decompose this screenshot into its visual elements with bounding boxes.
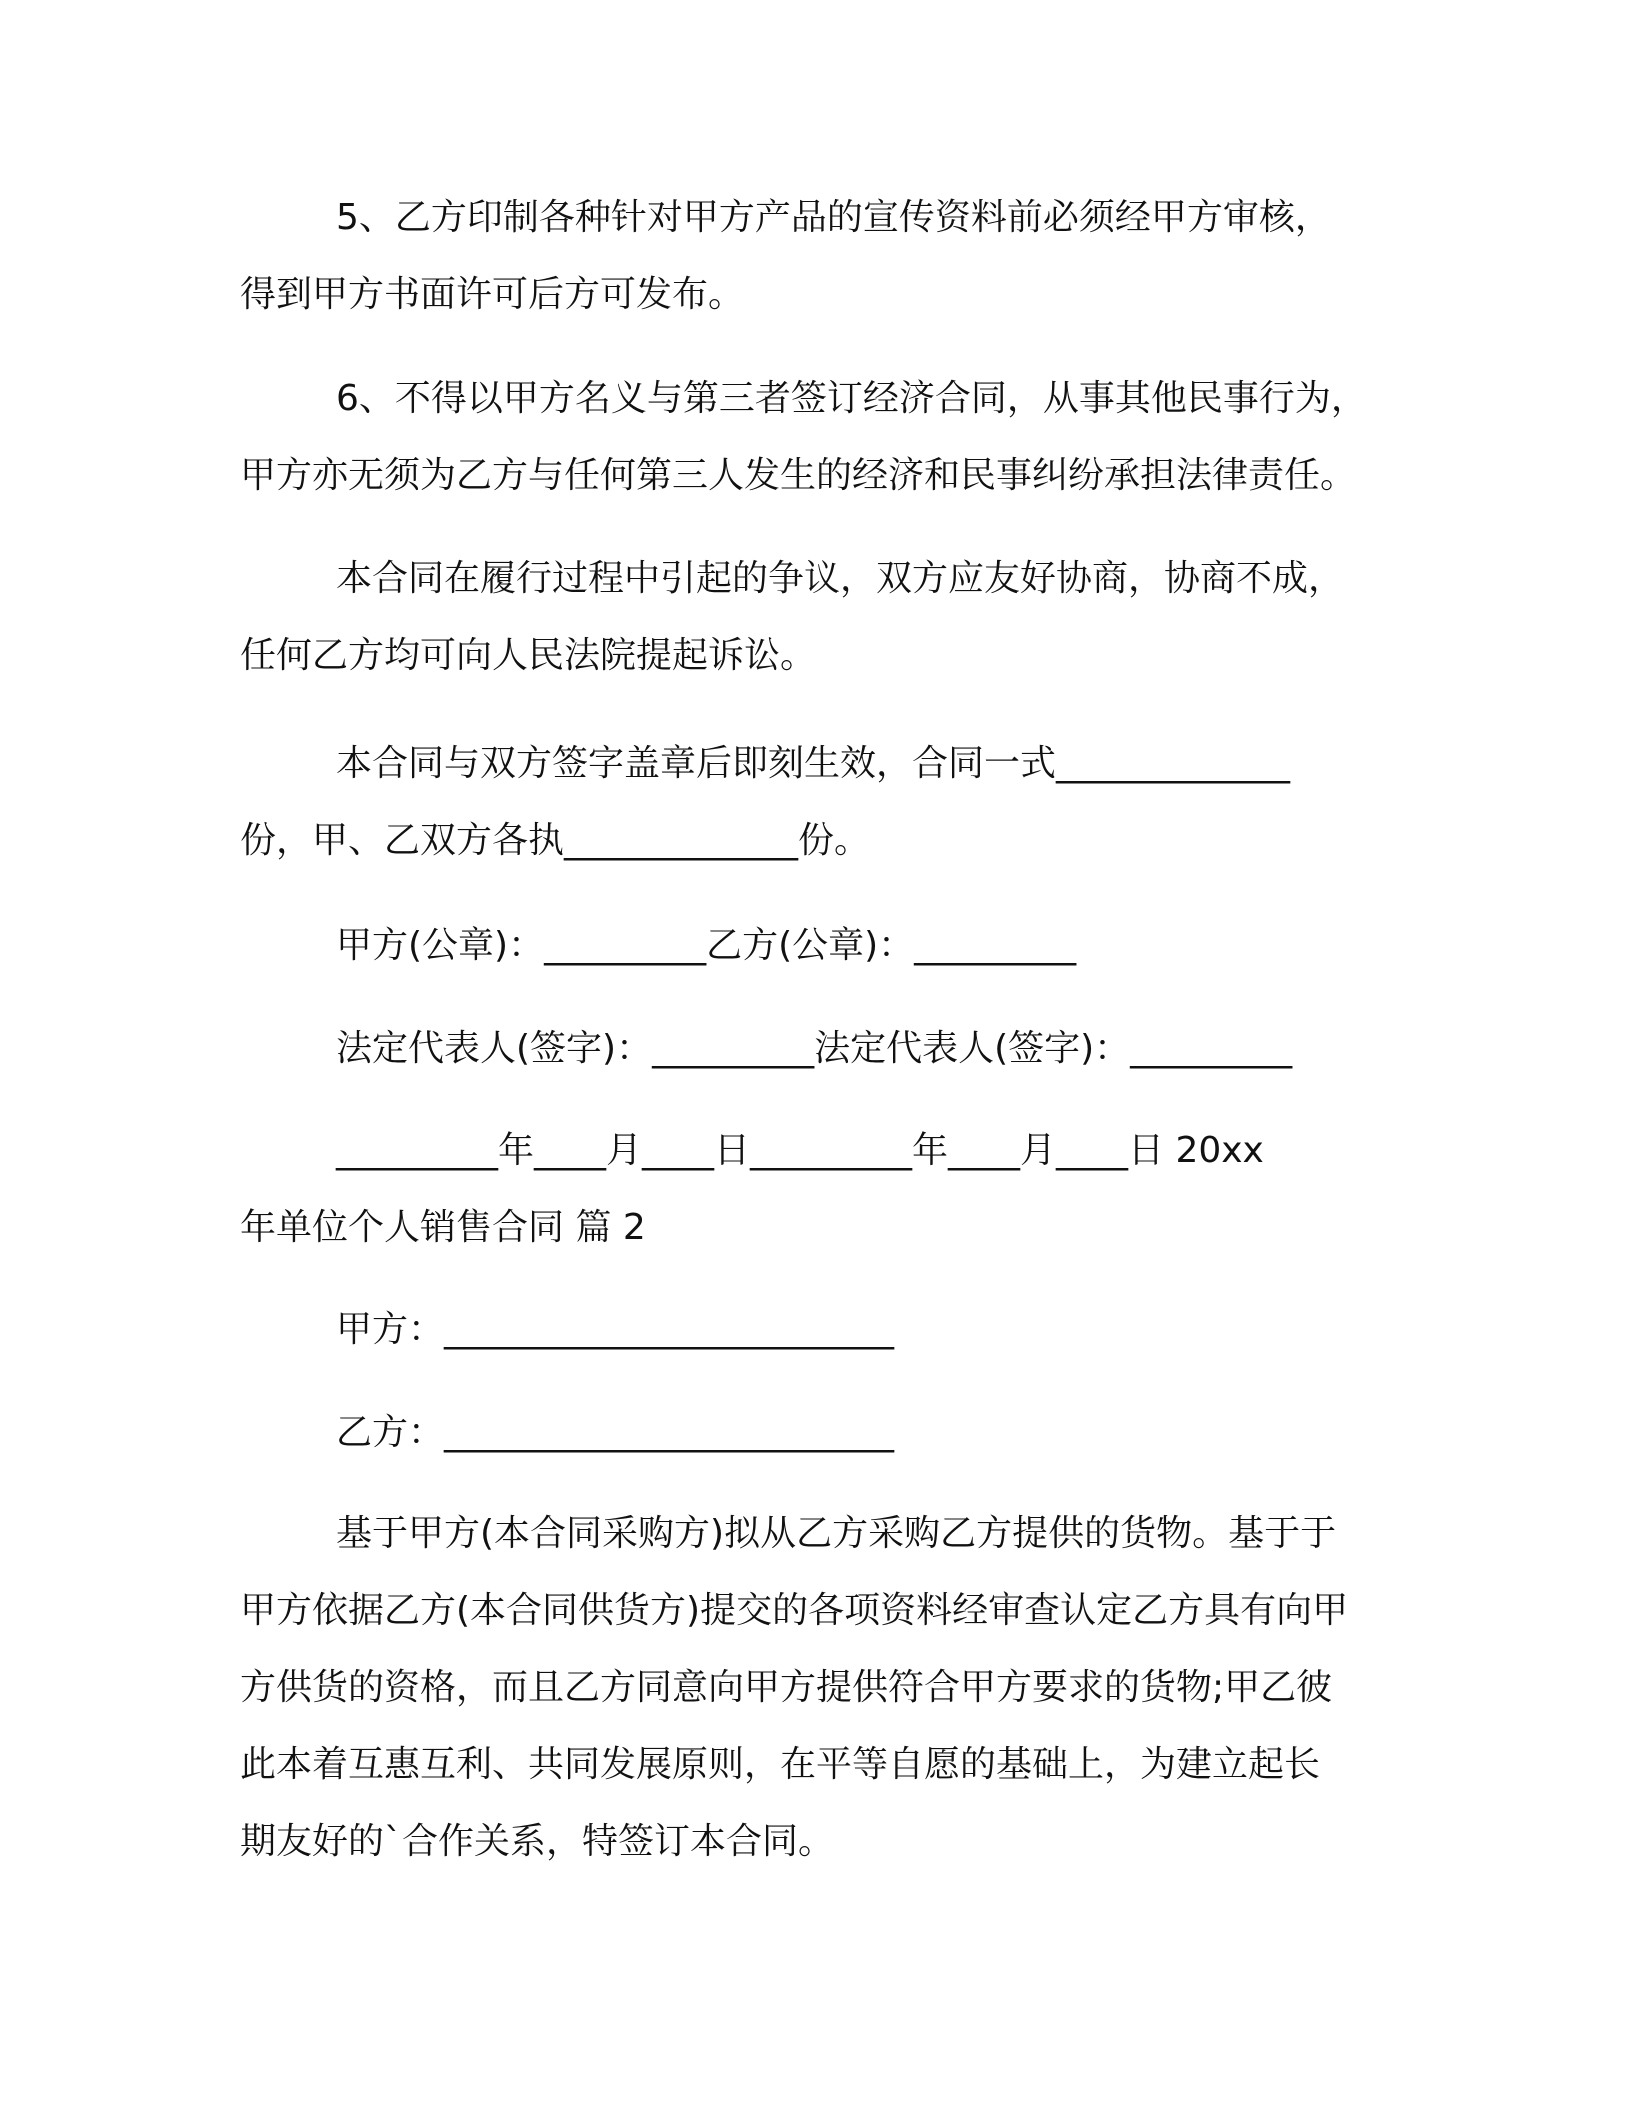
clause-5 xyxy=(240,179,1390,333)
text-line: 甲方依据乙方(本合同供货方)提交的各项资料经审查认定乙方具有向甲 xyxy=(240,1590,1349,1631)
text-line: 乙方：_________________________ xyxy=(336,1412,895,1453)
text-line: 6、不得以甲方名义与第三者签订经济合同，从事其他民事行为， xyxy=(336,378,1367,419)
seal-line xyxy=(240,907,1390,984)
clause-6 xyxy=(240,360,1390,514)
text-line: 任何乙方均可向人民法院提起诉讼。 xyxy=(240,635,817,676)
text-line: 法定代表人(签字)：_________法定代表人(签字)：_________ xyxy=(336,1028,1293,1069)
text-line: 甲方：_________________________ xyxy=(336,1309,895,1350)
party-b-line xyxy=(240,1394,1390,1471)
effective-clause xyxy=(240,725,1390,879)
text-line: 此本着互惠互利、共同发展原则，在平等自愿的基础上，为建立起长 xyxy=(240,1744,1321,1785)
preamble-paragraph xyxy=(240,1495,1390,1880)
dispute-clause xyxy=(240,540,1390,694)
text-line: 甲方亦无须为乙方与任何第三人发生的经济和民事纠纷承担法律责任。 xyxy=(240,455,1357,496)
text-line: 方供货的资格，而且乙方同意向甲方提供符合甲方要求的货物;甲乙彼 xyxy=(240,1667,1333,1708)
text-line: 甲方(公章)：_________乙方(公章)：_________ xyxy=(336,925,1077,966)
text-line: 本合同在履行过程中引起的争议，双方应友好协商，协商不成， xyxy=(336,558,1345,599)
date-and-title-line xyxy=(240,1112,1390,1266)
text-line: 得到甲方书面许可后方可发布。 xyxy=(240,274,745,315)
text-line: 份，甲、乙双方各执_____________份。 xyxy=(240,820,871,861)
party-a-line xyxy=(240,1291,1390,1368)
text-line: 期友好的`合作关系，特签订本合同。 xyxy=(240,1821,835,1862)
section-title: 年单位个人销售合同 篇 2 xyxy=(240,1207,646,1248)
text-line: _________年____月____日_________年____月____日 20xx xyxy=(336,1130,1264,1171)
text-line: 本合同与双方签字盖章后即刻生效，合同一式_____________ xyxy=(336,743,1291,784)
text-line: 5、乙方印制各种针对甲方产品的宣传资料前必须经甲方审核， xyxy=(336,197,1331,238)
text-line: 基于甲方(本合同采购方)拟从乙方采购乙方提供的货物。基于于 xyxy=(336,1513,1337,1554)
representative-signature-line xyxy=(240,1010,1390,1087)
